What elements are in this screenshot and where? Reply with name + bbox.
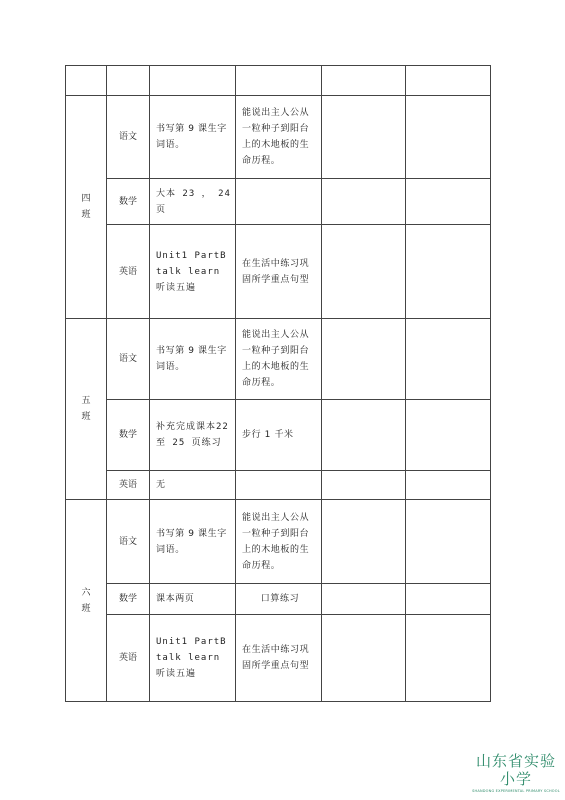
empty-cell [406, 400, 491, 471]
empty-cell [322, 66, 406, 96]
subject-cell: 数学 [107, 179, 150, 225]
table-row [66, 96, 491, 179]
subject-cell: 数学 [107, 400, 150, 471]
content-cell: Unit1 PartB talk learn 听读五遍 [150, 225, 236, 319]
empty-cell [322, 319, 406, 400]
table-row [66, 319, 491, 400]
content-cell: 补充完成课本22 至 25 页练习 [150, 400, 236, 471]
empty-cell [322, 179, 406, 225]
table-row [66, 66, 491, 96]
subject-cell: 英语 [107, 471, 150, 500]
content-cell: 课本两页 [150, 584, 236, 615]
class-cell [66, 319, 107, 500]
empty-cell [322, 615, 406, 702]
class-cell [66, 96, 107, 319]
school-logo-english: SHANDONG EXPERIMENTAL PRIMARY SCHOOL [472, 789, 560, 793]
table-row [66, 471, 491, 500]
goal-cell: 步行 1 千米 [236, 400, 322, 471]
subject-cell: 英语 [107, 225, 150, 319]
empty-cell [322, 225, 406, 319]
content-cell: 大本 23 ， 24页 [150, 179, 236, 225]
content-cell: Unit1 PartB talk learn 听读五遍 [150, 615, 236, 702]
goal-cell: 能说出主人公从一粒种子到阳台上的木地板的生命历程。 [236, 319, 322, 400]
empty-cell [322, 96, 406, 179]
empty-cell [66, 66, 107, 96]
goal-cell: 能说出主人公从一粒种子到阳台上的木地板的生命历程。 [236, 500, 322, 584]
goal-cell: 在生活中练习巩固所学重点句型 [236, 225, 322, 319]
subject-cell: 语文 [107, 500, 150, 584]
class-label: 四班 [81, 194, 91, 220]
class-label: 五班 [81, 396, 91, 422]
goal-cell [236, 179, 322, 225]
goal-cell [236, 471, 322, 500]
empty-cell [322, 500, 406, 584]
empty-cell [236, 66, 322, 96]
goal-cell: 在生活中练习巩固所学重点句型 [236, 615, 322, 702]
empty-cell [107, 66, 150, 96]
table-row [66, 400, 491, 471]
subject-cell: 语文 [107, 319, 150, 400]
goal-cell: 能说出主人公从一粒种子到阳台上的木地板的生命历程。 [236, 96, 322, 179]
class-cell [66, 500, 107, 702]
empty-cell [406, 471, 491, 500]
table-row [66, 225, 491, 319]
class-label: 六班 [81, 587, 91, 614]
content-cell: 书写第 9 课生字词语。 [150, 319, 236, 400]
table-row [66, 179, 491, 225]
empty-cell [406, 66, 491, 96]
empty-cell [150, 66, 236, 96]
table-row [66, 615, 491, 702]
content-cell: 书写第 9 课生字词语。 [150, 500, 236, 584]
empty-cell [406, 96, 491, 179]
empty-cell [406, 615, 491, 702]
subject-cell: 数学 [107, 584, 150, 615]
empty-cell [322, 471, 406, 500]
table-row [66, 584, 491, 615]
goal-cell: 口算练习 [236, 584, 322, 615]
subject-cell: 英语 [107, 615, 150, 702]
subject-cell: 语文 [107, 96, 150, 179]
empty-cell [406, 500, 491, 584]
content-cell: 无 [150, 471, 236, 500]
school-logo [470, 752, 562, 794]
homework-table [65, 65, 491, 702]
school-logo-chinese: 山东省实验小学 [475, 752, 556, 788]
empty-cell [322, 400, 406, 471]
content-cell: 书写第 9 课生字词语。 [150, 96, 236, 179]
empty-cell [406, 225, 491, 319]
empty-cell [406, 319, 491, 400]
table-row [66, 500, 491, 584]
empty-cell [322, 584, 406, 615]
empty-cell [406, 179, 491, 225]
empty-cell [406, 584, 491, 615]
